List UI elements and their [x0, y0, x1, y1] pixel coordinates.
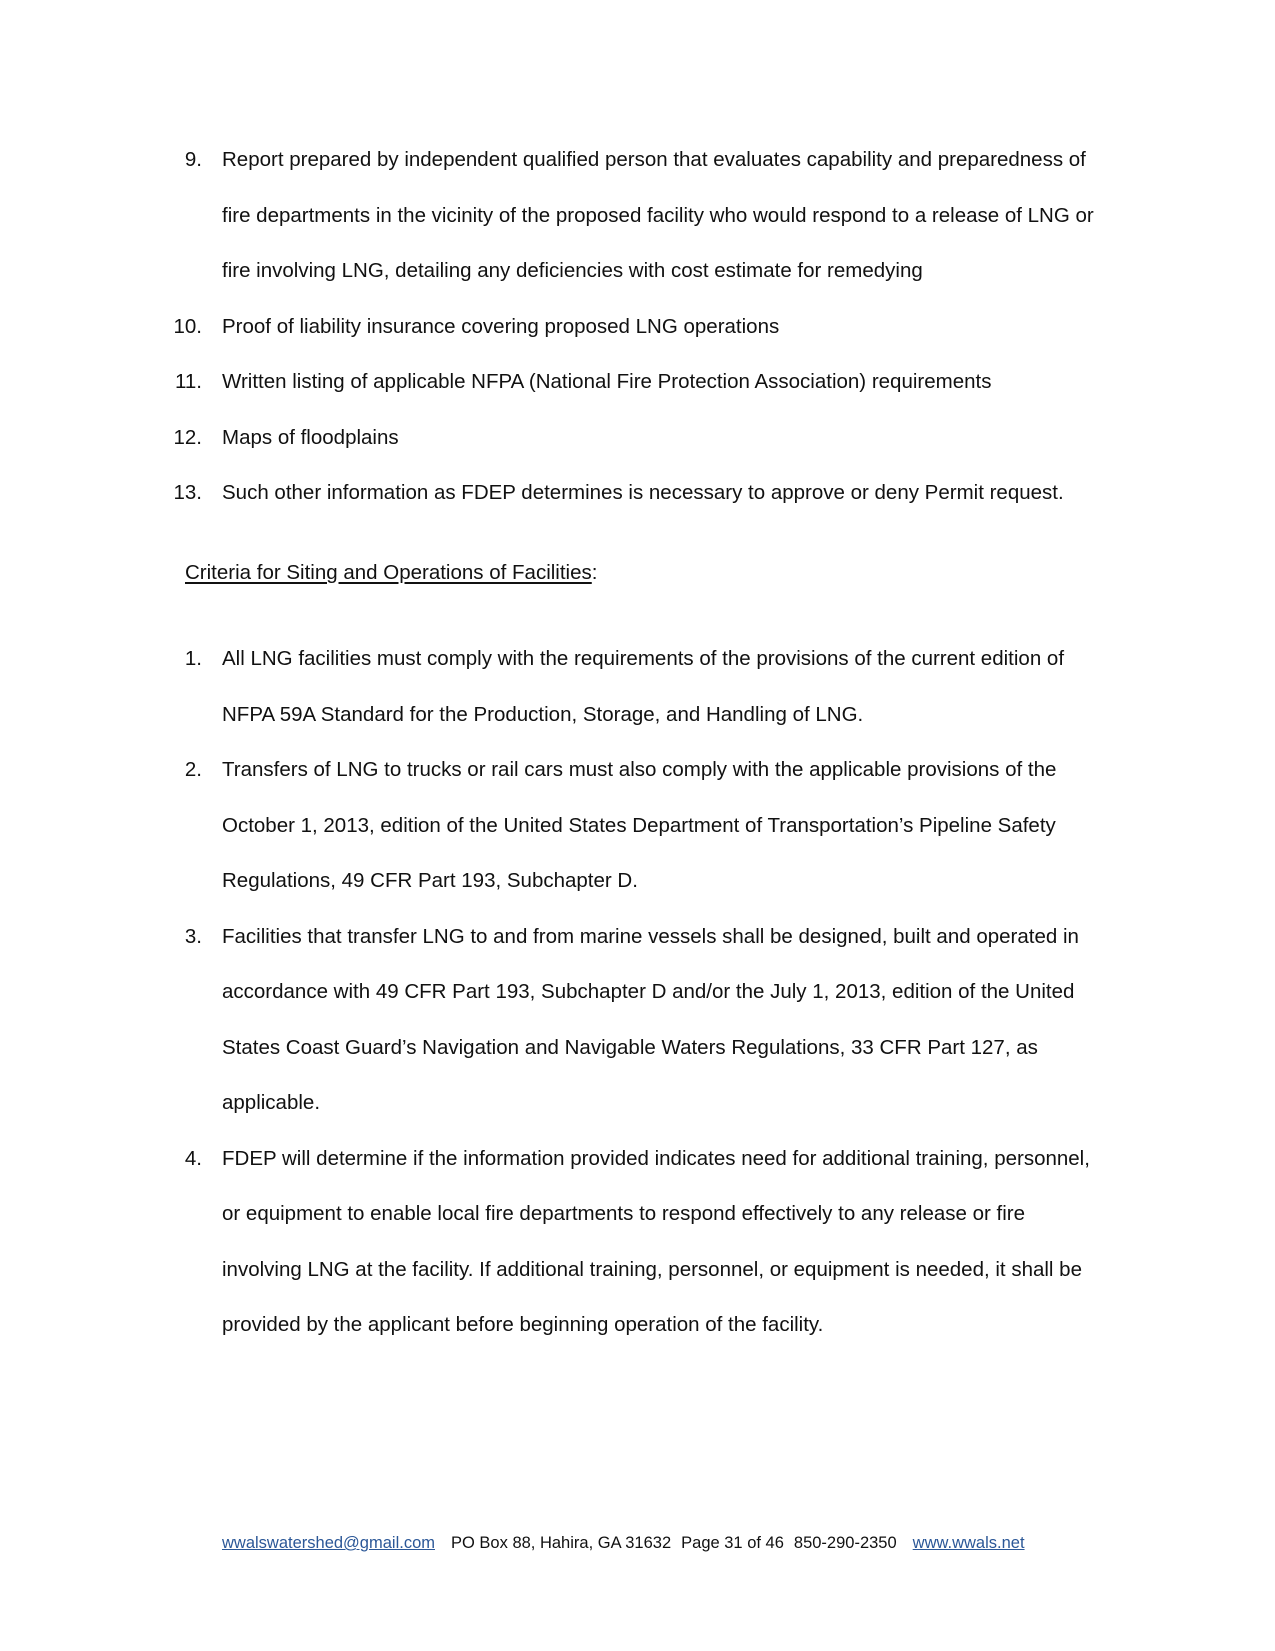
footer-page-number: Page 31 of 46: [681, 1534, 784, 1552]
list-item-text: Facilities that transfer LNG to and from marine vessels shall be designed, built and operated in accordance with 49 CFR Part 193, Subchapter D and/or the July 1, 2013, edition of the United States Coast Guard’s Navigation and Navigable Waters Regulations, 33 CFR Part 127, as applicable.: [222, 924, 1079, 1114]
list-item-number: 3.: [184, 924, 202, 948]
list-item: [0, 354, 1102, 410]
list-item-text: Such other information as FDEP determines is necessary to approve or deny Permit request.: [222, 481, 1064, 504]
list-item: [0, 465, 1102, 521]
list-item: [0, 631, 1102, 742]
page-footer: [222, 1532, 1025, 1554]
list-item-number: 11.: [175, 370, 202, 393]
list-item-number: 10.: [173, 314, 202, 338]
list-item-text: All LNG facilities must comply with the requirements of the provisions of the current edition of NFPA 59A Standard for the Production, Storage, and Handling of LNG.: [222, 647, 1065, 726]
section-heading-suffix: :: [591, 561, 598, 584]
list-item-text: Transfers of LNG to trucks or rail cars must also comply with the applicable provisions of the October 1, 2013, edition of the United States Department of Transportation’s Pipeline Safety Regulations, 49 CFR Part 193, Subchapter D.: [222, 758, 1057, 892]
footer-address: PO Box 88, Hahira, GA 31632: [451, 1534, 672, 1552]
list-item-number: 1.: [184, 647, 202, 670]
footer-phone: 850-290-2350: [793, 1534, 897, 1552]
list-item-text: Maps of floodplains: [222, 425, 399, 449]
list-item: [0, 742, 1102, 909]
list-item: [0, 909, 1102, 1131]
section-heading: [185, 558, 597, 588]
list-item-text: FDEP will determine if the information provided indicates need for additional training, personnel, or equipment to enable local fire departments to respond effectively to any release or fire involving LNG at the facility. If additional training, personnel, or equipment is needed, it shall be provided by the applicant before beginning operation of the facility.: [222, 1146, 1090, 1336]
requirements-list: [0, 132, 1275, 521]
footer-website-link[interactable]: www.wwals.net: [912, 1534, 1025, 1552]
list-item-number: 13.: [173, 481, 202, 504]
list-item-text: Report prepared by independent qualified person that evaluates capability and preparedness of fire departments in the vicinity of the proposed facility who would respond to a release of LNG or fire involving LNG, detailing any deficiencies with cost estimate for remedying: [222, 148, 1094, 282]
list-item-text: Proof of liability insurance covering proposed LNG operations: [222, 314, 780, 338]
list-item-number: 9.: [184, 148, 202, 171]
list-item-number: 12.: [173, 425, 202, 449]
footer-email-link[interactable]: wwalswatershed@gmail.com: [222, 1534, 435, 1552]
list-item: [0, 132, 1102, 299]
section-heading-text: Criteria for Siting and Operations of Facilities: [185, 561, 592, 584]
list-item-number: 2.: [184, 758, 202, 781]
list-item-text: Written listing of applicable NFPA (National Fire Protection Association) requirements: [222, 370, 992, 393]
list-item: [0, 299, 1102, 355]
criteria-list: [0, 631, 1275, 1353]
list-item: [0, 1131, 1102, 1353]
list-item: [0, 410, 1102, 466]
list-item-number: 4.: [184, 1146, 202, 1170]
